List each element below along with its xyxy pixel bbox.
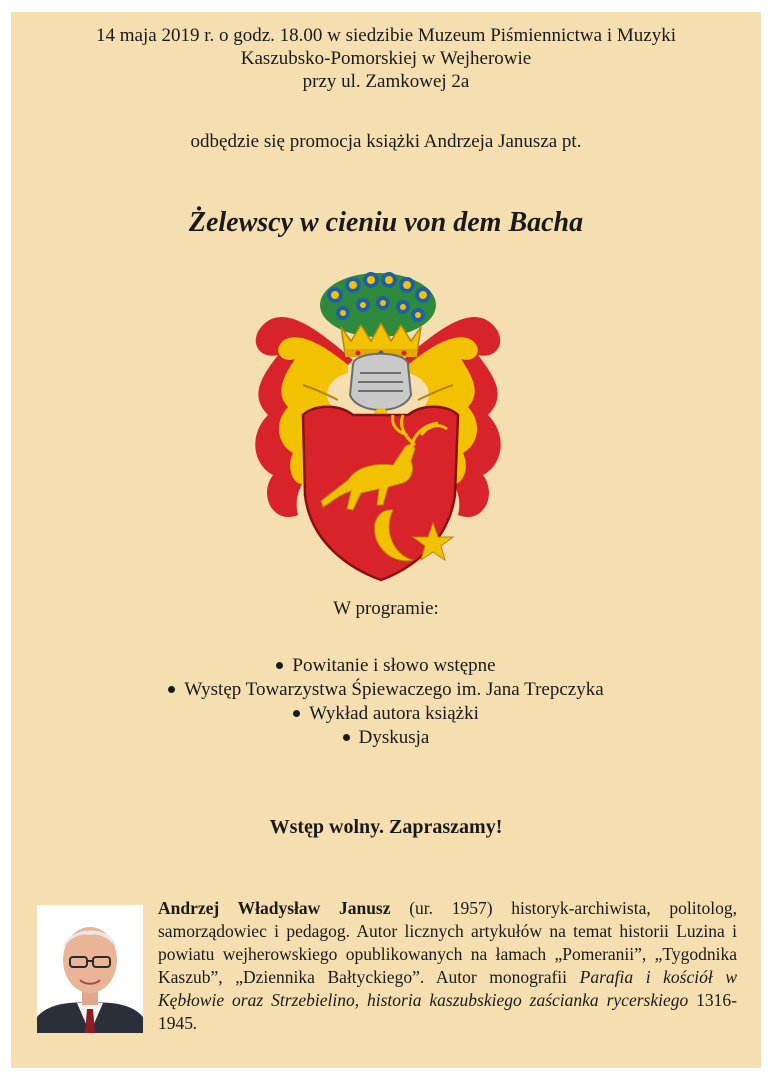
program-item: Powitanie i słowo wstępne xyxy=(11,654,761,678)
program-heading: W programie: xyxy=(333,598,439,619)
bio-end: . xyxy=(193,1013,198,1033)
helmet xyxy=(350,354,411,422)
program-item: Dyskusja xyxy=(11,726,761,750)
bio-years: 1316-1945 xyxy=(158,990,738,1033)
book-title: Żelewscy w cieniu von dem Bacha xyxy=(188,207,584,238)
coat-of-arms xyxy=(243,265,513,583)
author-portrait xyxy=(37,905,143,1033)
header-line-3: przy ul. Zamkowej 2a xyxy=(302,71,470,92)
bullet-icon xyxy=(293,710,300,717)
bio-works: Parafia i kościół w Kębłowie oraz Strzebielino, historia kaszubskiego zaścianka rycerskiego xyxy=(158,967,737,1010)
author-name: Andrzej Władysław Janusz xyxy=(158,898,391,918)
header-line-2: Kaszubsko-Pomorskiej w Wejherowie xyxy=(240,48,532,69)
bullet-icon xyxy=(276,662,283,669)
author-bio xyxy=(158,897,737,1035)
header-line-1: 14 maja 2019 r. o godz. 18.00 w siedzibie Muzeum Piśmiennictwa i Muzyki xyxy=(96,25,676,46)
event-header xyxy=(11,24,761,93)
program-list xyxy=(11,654,761,750)
program-item: Występ Towarzystwa Śpiewaczego im. Jana Trepczyka xyxy=(11,678,761,702)
intro-text: odbędzie się promocja książki Andrzeja Janusza pt. xyxy=(190,131,582,152)
bio-text: (ur. 1957) historyk-archiwista, politolog, samorządowiec i pedagog. Autor licznych artykułów na temat historii Luzina i powiatu wejherowskiego opublikowanych na łamach „Pomeranii”, „Tygodnika Kaszub”, „Dziennika Bałtyckiego”. Autor monografii xyxy=(158,898,737,987)
bullet-icon xyxy=(168,686,175,693)
bullet-icon xyxy=(343,734,350,741)
poster xyxy=(11,12,761,1068)
shield xyxy=(303,407,458,580)
program-item: Wykład autora książki xyxy=(11,702,761,726)
invitation-text: Wstęp wolny. Zapraszamy! xyxy=(269,816,503,838)
